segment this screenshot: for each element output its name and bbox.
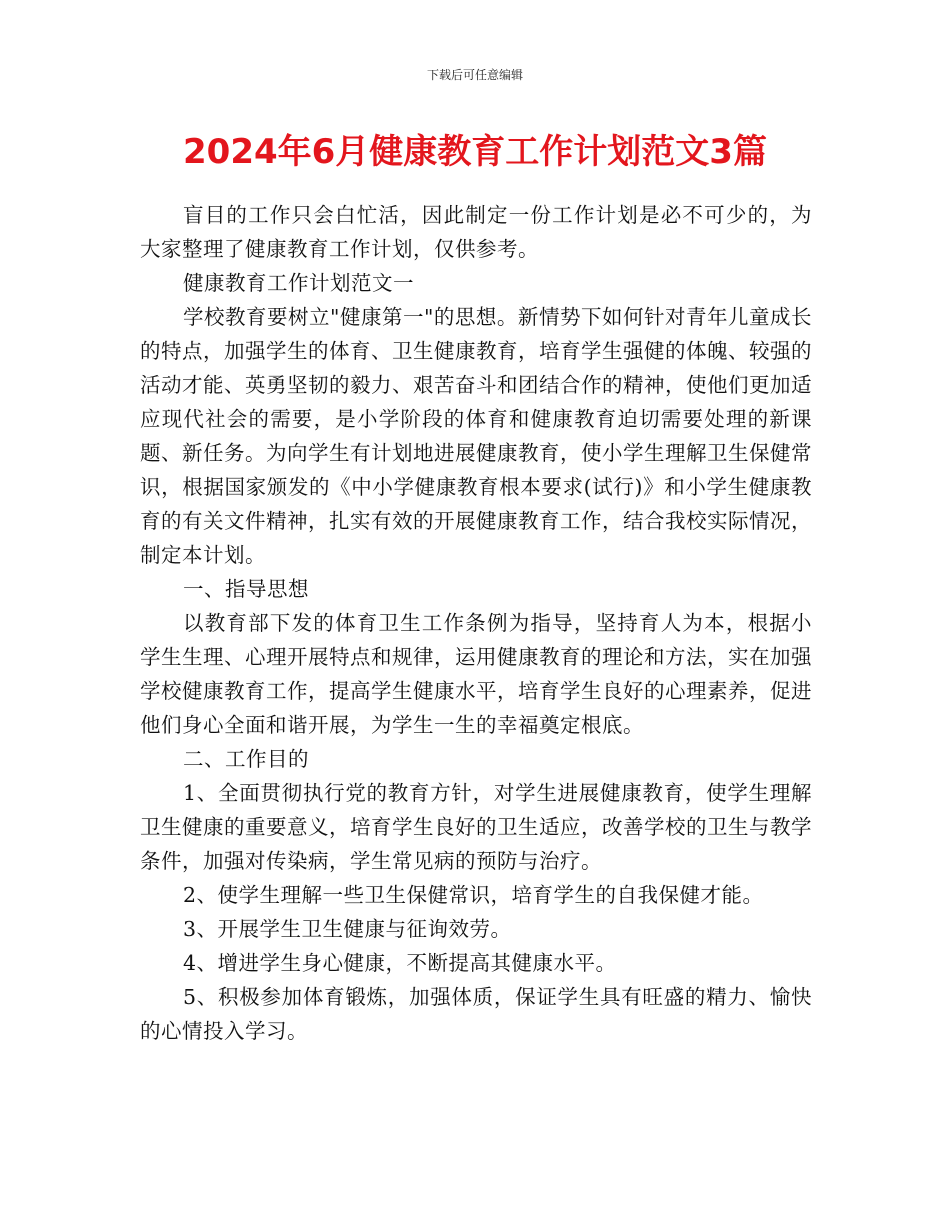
goal-item: 4、增进学生身心健康，不断提高其健康水平。: [183, 951, 617, 975]
goal-item: 3、开展学生卫生健康与征询效劳。: [183, 917, 512, 941]
document-title: 2024年6月健康教育工作计划范文3篇: [183, 132, 767, 172]
section-heading-plan-one: 健康教育工作计划范文一: [183, 271, 414, 295]
goal-item: 1、全面贯彻执行党的教育方针，对学生进展健康教育，使学生理解卫生健康的重要意义，培育学生良好的卫生适应，改善学校的卫生与教学条件，加强对传染病，学生常见病的预防与治疗。: [140, 781, 812, 873]
document-body: [140, 198, 812, 1048]
goal-item: 5、积极参加体育锻炼，加强体质，保证学生具有旺盛的精力、愉快的心情投入学习。: [140, 985, 812, 1043]
body-paragraph: 学校教育要树立"健康第一"的思想。新情势下如何针对青年儿童成长的特点，加强学生的体育、卫生健康教育，培育学生强健的体魄、较强的活动才能、英勇坚韧的毅力、艰苦奋斗和团结合作的精神，使他们更加适应现代社会的需要，是小学阶段的体育和健康教育迫切需要处理的新课题、新任务。为向学生有计划地进展健康教育，使小学生理解卫生保健常识，根据国家颁发的《中小学健康教育根本要求(试行)》和小学生健康教育的有关文件精神，扎实有效的开展健康教育工作，结合我校实际情况，制定本计划。: [140, 305, 812, 567]
intro-paragraph: 盲目的工作只会白忙活，因此制定一份工作计划是必不可少的，为大家整理了健康教育工作计划，仅供参考。: [140, 203, 812, 261]
section-heading-guiding-thought: 一、指导思想: [183, 577, 309, 601]
section-heading-work-goals: 二、工作目的: [183, 747, 309, 771]
goal-item: 2、使学生理解一些卫生保健常识，培育学生的自我保健才能。: [183, 883, 764, 907]
body-paragraph: 以教育部下发的体育卫生工作条例为指导，坚持育人为本，根据小学生生理、心理开展特点和规律，运用健康教育的理论和方法，实在加强学校健康教育工作，提高学生健康水平，培育学生良好的心理素养，促进他们身心全面和谐开展，为学生一生的幸福奠定根底。: [140, 611, 812, 737]
header-note: 下载后可任意编辑: [426, 68, 523, 82]
